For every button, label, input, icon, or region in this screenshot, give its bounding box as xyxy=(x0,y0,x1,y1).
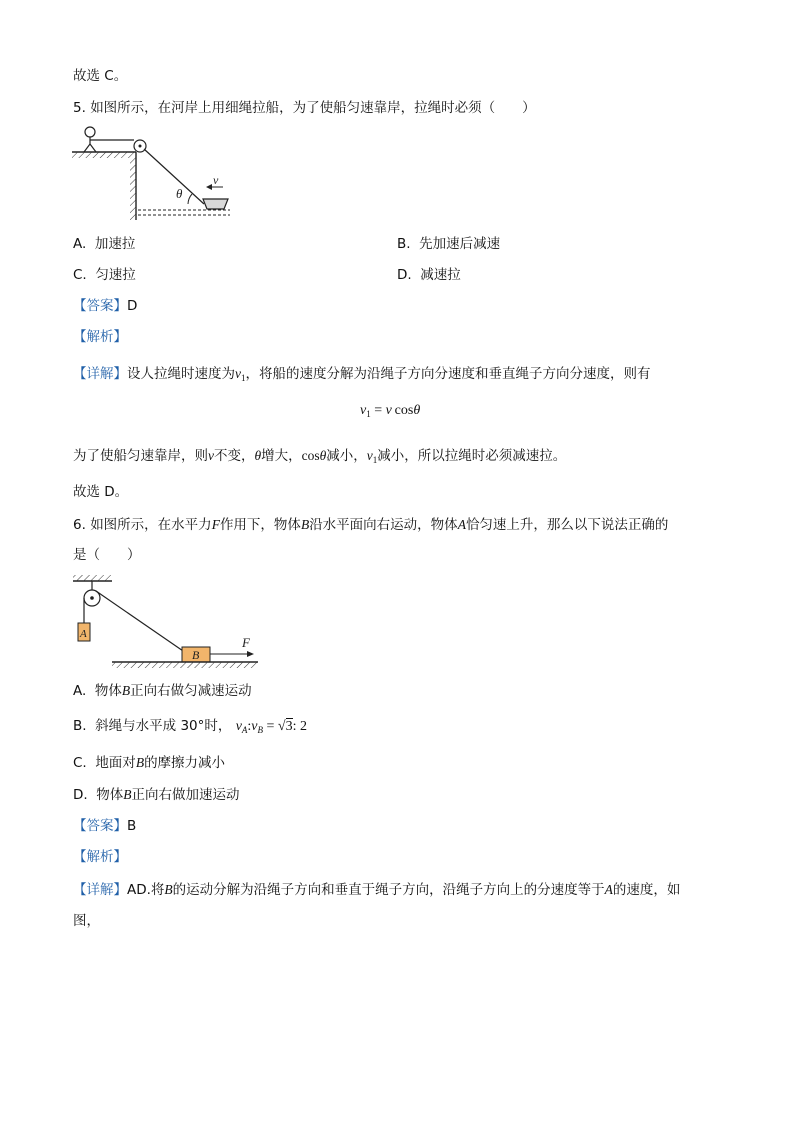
q5-analysis-heading: 【解析】 xyxy=(73,329,127,345)
sqrt-icon: √ xyxy=(277,719,286,734)
q5-number: 5. xyxy=(73,100,86,116)
q5-formula: $v_1 = v$ cosθ xyxy=(360,403,421,419)
q5-detail-line2: 为了使船匀速靠岸，则v不变，θ增大，cosθ减小，$v_1$减小，所以拉绳时必须减速拉。 xyxy=(73,448,567,465)
q5-option-b: B. 先加速后减速 xyxy=(397,236,501,252)
answer-tag: 【答案】 xyxy=(73,298,127,314)
q6-figure xyxy=(70,573,270,673)
q6-option-d: D. 物体B正向右做加速运动 xyxy=(73,787,240,803)
q5-option-d: D. 减速拉 xyxy=(397,267,461,283)
q4-conclusion: 故选 C。 xyxy=(73,68,128,84)
q5-option-a: A. 加速拉 xyxy=(73,236,136,252)
q6-option-b: B. 斜绳与水平成 30°时， $v_A:v_B = √3$: 2 xyxy=(73,718,307,735)
q6-a-label: A xyxy=(80,628,87,640)
q5-figure xyxy=(70,124,240,224)
q6-answer: 【答案】B xyxy=(73,818,137,834)
q6-option-a: A. 物体B正向右做匀减速运动 xyxy=(73,683,252,699)
q5-v-label: v xyxy=(213,173,219,187)
q5-conclusion: 故选 D。 xyxy=(73,484,129,500)
q6-detail-line2: 图， xyxy=(73,913,100,929)
q6-analysis-heading: 【解析】 xyxy=(73,849,127,865)
q6-option-c: C. 地面对B的摩擦力减小 xyxy=(73,755,226,771)
person-icon xyxy=(85,127,95,137)
q5-option-c: C. 匀速拉 xyxy=(73,267,136,283)
q6-b-label: B xyxy=(192,648,200,662)
q6-stem-line1: 6. 如图所示，在水平力F作用下，物体B沿水平面向右运动，物体A恰匀速上升，那么以下说法正确的 xyxy=(73,517,669,533)
q6-detail-line1: 【详解】AD.将B的运动分解为沿绳子方向和垂直于绳子方向，沿绳子方向上的分速度等于A的速度，如 xyxy=(73,882,681,898)
q5-stem xyxy=(73,100,536,116)
q6-f-label: F xyxy=(242,635,250,650)
q5-theta-label: θ xyxy=(176,186,183,201)
q5-stem-text: 如图所示，在河岸上用细绳拉船，为了使船匀速靠岸，拉绳时必须（ ） xyxy=(90,100,536,116)
q6-stem-line2: 是（ ） xyxy=(73,547,141,563)
q5-answer: 【答案】D xyxy=(73,298,138,314)
q5-detail-line1: 【详解】设人拉绳时速度为$v_1$，将船的速度分解为沿绳子方向分速度和垂直绳子方向分速度，则有 xyxy=(73,366,651,383)
boat-icon xyxy=(203,199,228,209)
